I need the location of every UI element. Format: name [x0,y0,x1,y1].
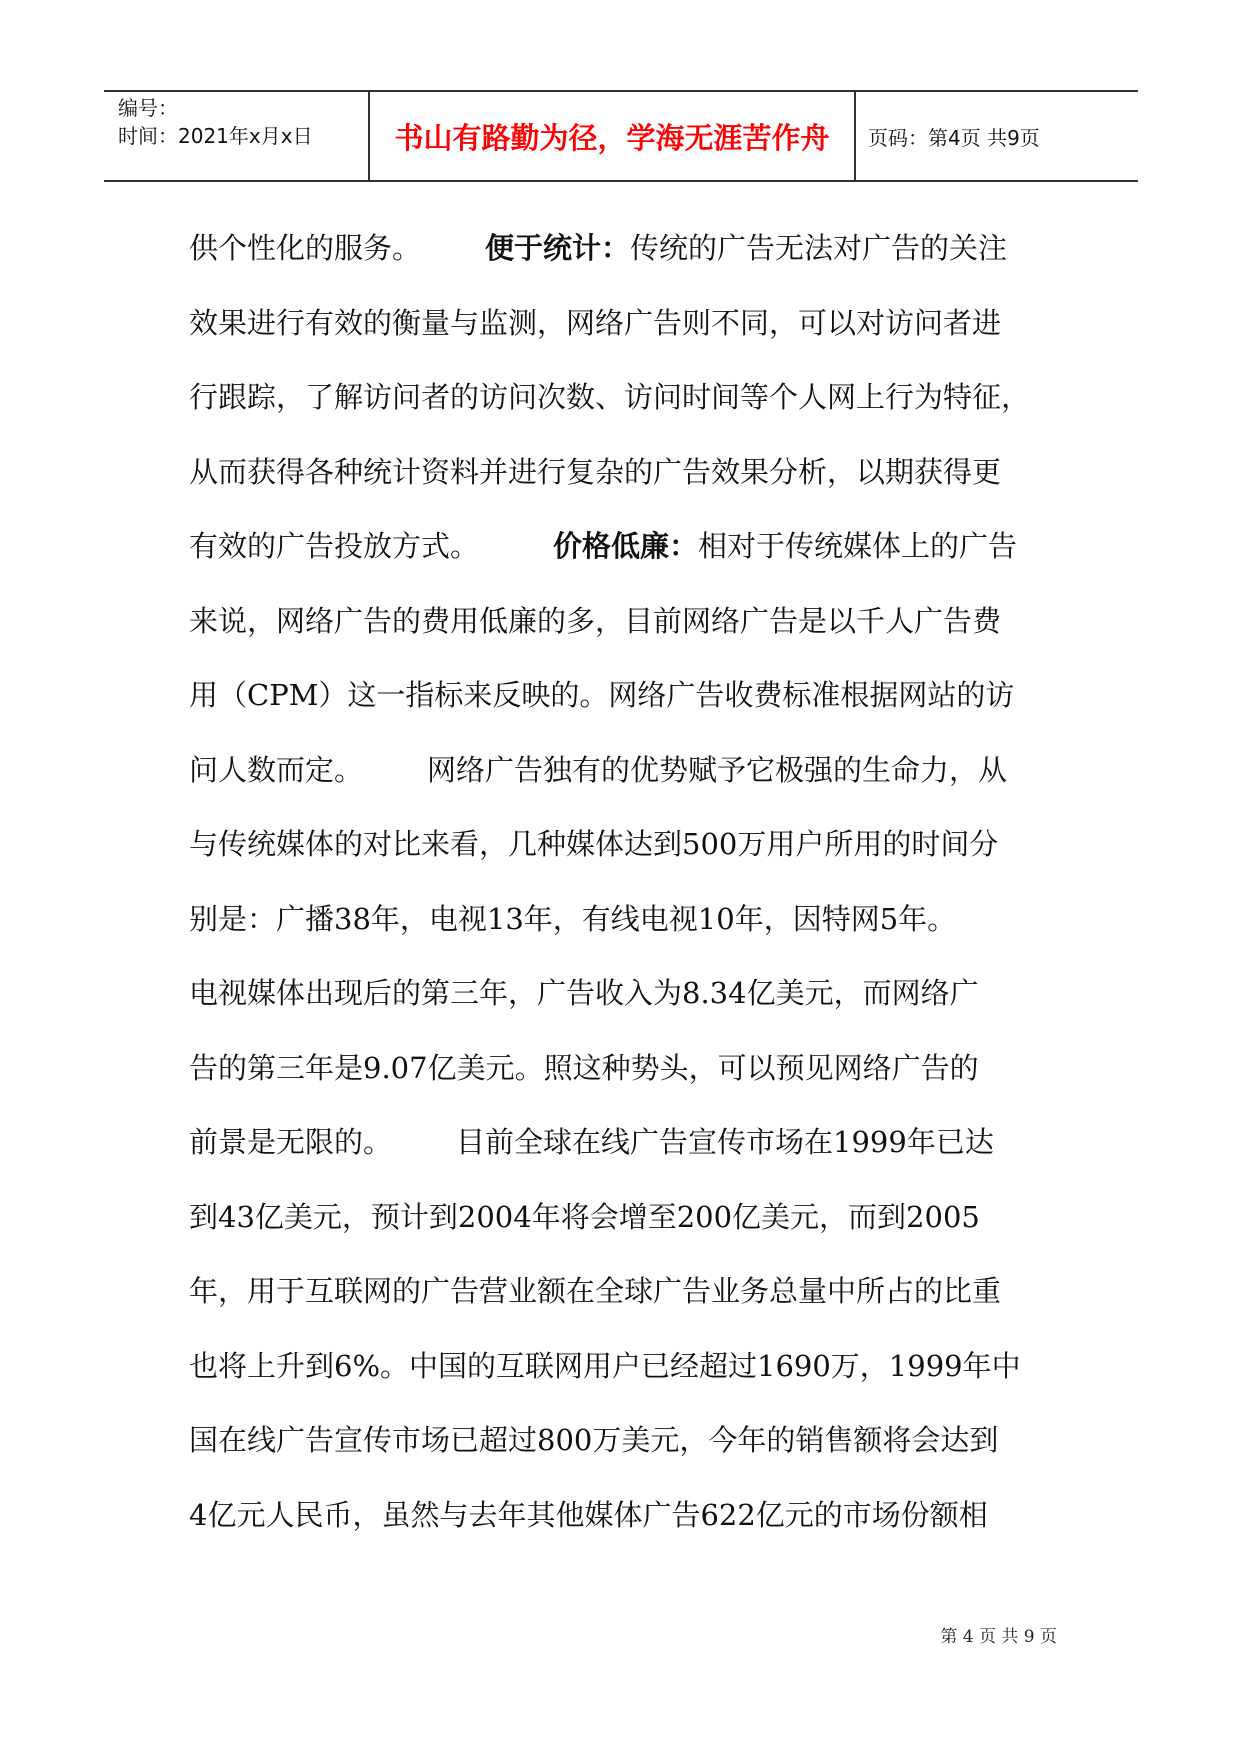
text-line [189,440,1069,515]
text-segment: 网络广告独有的优势赋予它极强的生命力，从 [427,752,1008,787]
text-line [189,1110,1069,1185]
text-segment: 前景是无限的。 [189,1125,393,1159]
body-text [189,216,1069,1557]
text-segment: 电视媒体出现后的第三年，广告收入为8.34亿美元，而网络广 [189,976,979,1010]
text-line [189,1036,1069,1111]
text-line [189,738,1069,813]
bold-heading: 价格低廉： [553,529,699,563]
text-segment: 来说，网络广告的费用低廉的多，目前网络广告是以千人广告费 [189,603,1002,638]
text-segment: 到43亿美元，预计到2004年将会增至200亿美元，而到2005 [189,1199,980,1234]
text-segment: 有效的广告投放方式。 [189,529,480,563]
text-segment: 用（CPM）这一指标来反映的。网络广告收费标准根据网站的访 [189,678,1015,712]
page-header [104,90,1138,182]
header-meta [118,92,370,180]
header-motto: 书山有路勤为径，学海无涯苦作舟 [394,120,830,155]
text-segment: 目前全球在线广告宣传市场在1999年已达 [456,1125,994,1159]
text-segment: 告的第三年是9.07亿美元。照这种势头，可以预见网络广告的 [189,1050,979,1085]
text-segment: 国在线广告宣传市场已超过800万美元，今年的销售额将会达到 [189,1423,999,1457]
text-segment: 传统的广告无法对广告的关注 [630,231,1008,265]
text-segment: 行跟踪，了解访问者的访问次数、访问时间等个人网上行为特征， [189,380,1031,414]
text-line [189,216,1069,291]
text-segment: 也将上升到6%。中国的互联网用户已经超过1690万，1999年中 [189,1348,1021,1383]
text-line [189,1408,1069,1483]
time-label: 时间：2021年x月x日 [118,124,313,148]
text-line [189,663,1069,738]
text-segment: 相对于传统媒体上的广告 [698,529,1018,563]
serial-label: 编号： [118,96,178,120]
text-line [189,589,1069,664]
text-line [189,1185,1069,1260]
text-line [189,291,1069,366]
header-page-number: 页码：第4页 共9页 [868,125,1040,150]
text-line [189,1483,1069,1558]
text-line [189,1259,1069,1334]
text-segment: 效果进行有效的衡量与监测，网络广告则不同，可以对访问者进 [189,305,1002,340]
text-line [189,365,1069,440]
text-line [189,514,1069,589]
text-segment: 年，用于互联网的广告营业额在全球广告业务总量中所占的比重 [189,1274,1002,1308]
text-segment: 4亿元人民币，虽然与去年其他媒体广告622亿元的市场份额相 [189,1497,988,1532]
text-line [189,812,1069,887]
text-line [189,887,1069,962]
text-segment: 供个性化的服务。 [189,231,422,265]
text-segment: 从而获得各种统计资料并进行复杂的广告效果分析，以期获得更 [189,454,1002,489]
text-line [189,961,1069,1036]
page-footer: 第 4 页 共 9 页 [940,1627,1057,1647]
bold-heading: 便于统计： [485,231,631,265]
text-line [189,1334,1069,1409]
text-segment: 别是：广播38年，电视13年，有线电视10年，因特网5年。 [189,901,957,936]
text-segment: 问人数而定。 [189,752,364,787]
text-segment: 与传统媒体的对比来看，几种媒体达到500万用户所用的时间分 [189,827,999,861]
